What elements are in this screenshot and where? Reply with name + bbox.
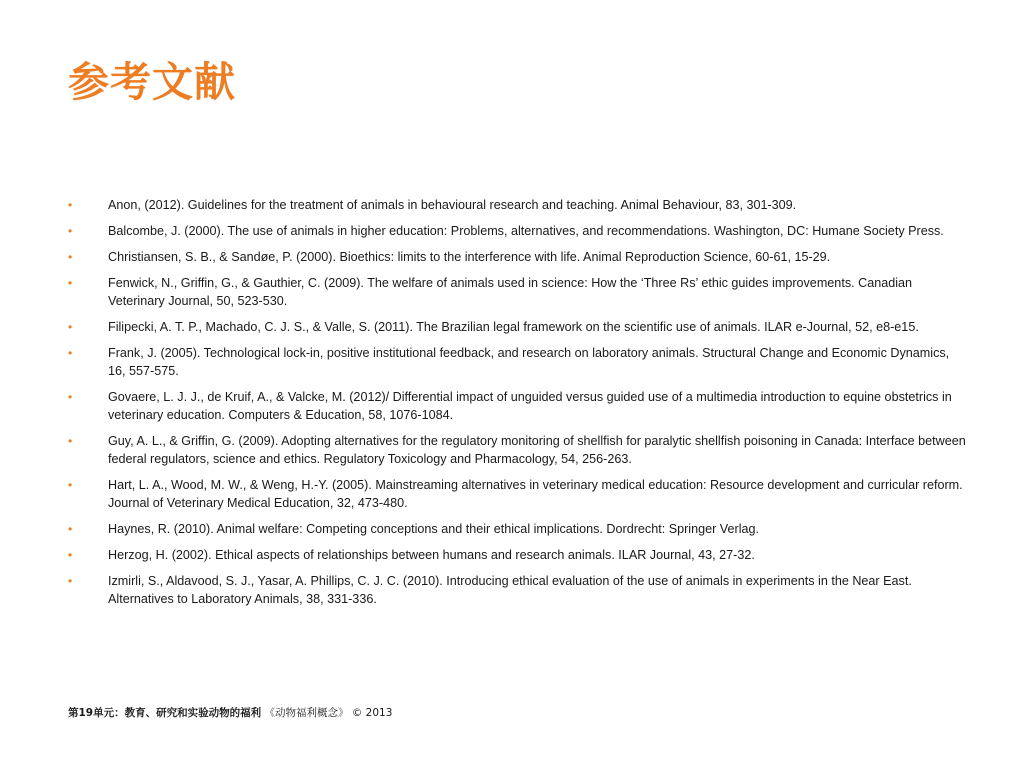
bullet-icon: •: [68, 574, 73, 588]
page-title: 参考文献: [68, 58, 236, 106]
reference-item: [68, 572, 968, 608]
reference-item: [68, 344, 968, 380]
reference-item: [68, 248, 968, 266]
reference-text: Guy, A. L., & Griffin, G. (2009). Adopting alternatives for the regulatory monitoring of shellfish for paralytic shellfish poisoning in Canada: Interface between federal regulators, science and ethics. Regulatory Toxicology and Pharmacology, 54, 256-263.: [108, 434, 966, 466]
reference-item: [68, 388, 968, 424]
reference-text: Filipecki, A. T. P., Machado, C. J. S., & Valle, S. (2011). The Brazilian legal framework on the scientific use of animals. ILAR e-Journal, 52, e8-e15.: [108, 320, 919, 334]
bullet-icon: •: [68, 522, 73, 536]
reference-text: Fenwick, N., Griffin, G., & Gauthier, C. (2009). The welfare of animals used in science: How the ‘Three Rs’ ethic guides improvements. Canadian Veterinary Journal, 50, 523-530.: [108, 276, 913, 308]
bullet-icon: •: [68, 224, 73, 238]
bullet-icon: •: [68, 548, 73, 562]
footer: [68, 705, 392, 720]
reference-list: [68, 196, 968, 616]
reference-text: Balcombe, J. (2000). The use of animals in higher education: Problems, alternatives, and recommendations. Washington, DC: Humane Society Press.: [108, 224, 944, 238]
reference-item: [68, 476, 968, 512]
reference-text: Christiansen, S. B., & Sandøe, P. (2000). Bioethics: limits to the interference with life. Animal Reproduction Science, 60-61, 15-29.: [108, 250, 831, 264]
bullet-icon: •: [68, 250, 73, 264]
reference-text: Anon, (2012). Guidelines for the treatment of animals in behavioural research and teaching. Animal Behaviour, 83, 301-309.: [108, 198, 797, 212]
reference-item: [68, 432, 968, 468]
reference-text: Frank, J. (2005). Technological lock-in, positive institutional feedback, and research on laboratory animals. Structural Change and Economic Dynamics, 16, 557-575.: [108, 346, 950, 378]
footer-course-title: 《动物福利概念》: [264, 707, 349, 719]
bullet-icon: •: [68, 390, 73, 404]
reference-item: [68, 520, 968, 538]
footer-unit-title: 第19单元：教育、研究和实验动物的福利: [68, 707, 262, 719]
reference-text: Hart, L. A., Wood, M. W., & Weng, H.-Y. (2005). Mainstreaming alternatives in veterinary medical education: Resource development and curricular reform. Journal of Veterinary Medical Education, 32, 473-480.: [108, 478, 963, 510]
footer-copyright: © 2013: [351, 707, 393, 719]
bullet-icon: •: [68, 320, 73, 334]
reference-item: [68, 222, 968, 240]
reference-item: [68, 546, 968, 564]
bullet-icon: •: [68, 198, 73, 212]
reference-text: Govaere, L. J. J., de Kruif, A., & Valcke, M. (2012)/ Differential impact of unguided versus guided use of a multimedia introduction to equine obstetrics in veterinary education. Computers & Education, 58, 1076-1084.: [108, 390, 952, 422]
reference-text: Haynes, R. (2010). Animal welfare: Competing conceptions and their ethical implications. Dordrecht: Springer Verlag.: [108, 522, 760, 536]
bullet-icon: •: [68, 478, 73, 492]
reference-item: [68, 318, 968, 336]
reference-item: [68, 196, 968, 214]
bullet-icon: •: [68, 434, 73, 448]
bullet-icon: •: [68, 346, 73, 360]
reference-text: Izmirli, S., Aldavood, S. J., Yasar, A. Phillips, C. J. C. (2010). Introducing ethical evaluation of the use of animals in experiments in the Near East. Alternatives to Laboratory Animals, 38, 331-336.: [108, 574, 912, 606]
reference-text: Herzog, H. (2002). Ethical aspects of relationships between humans and research animals. ILAR Journal, 43, 27-32.: [108, 548, 755, 562]
bullet-icon: •: [68, 276, 73, 290]
reference-item: [68, 274, 968, 310]
